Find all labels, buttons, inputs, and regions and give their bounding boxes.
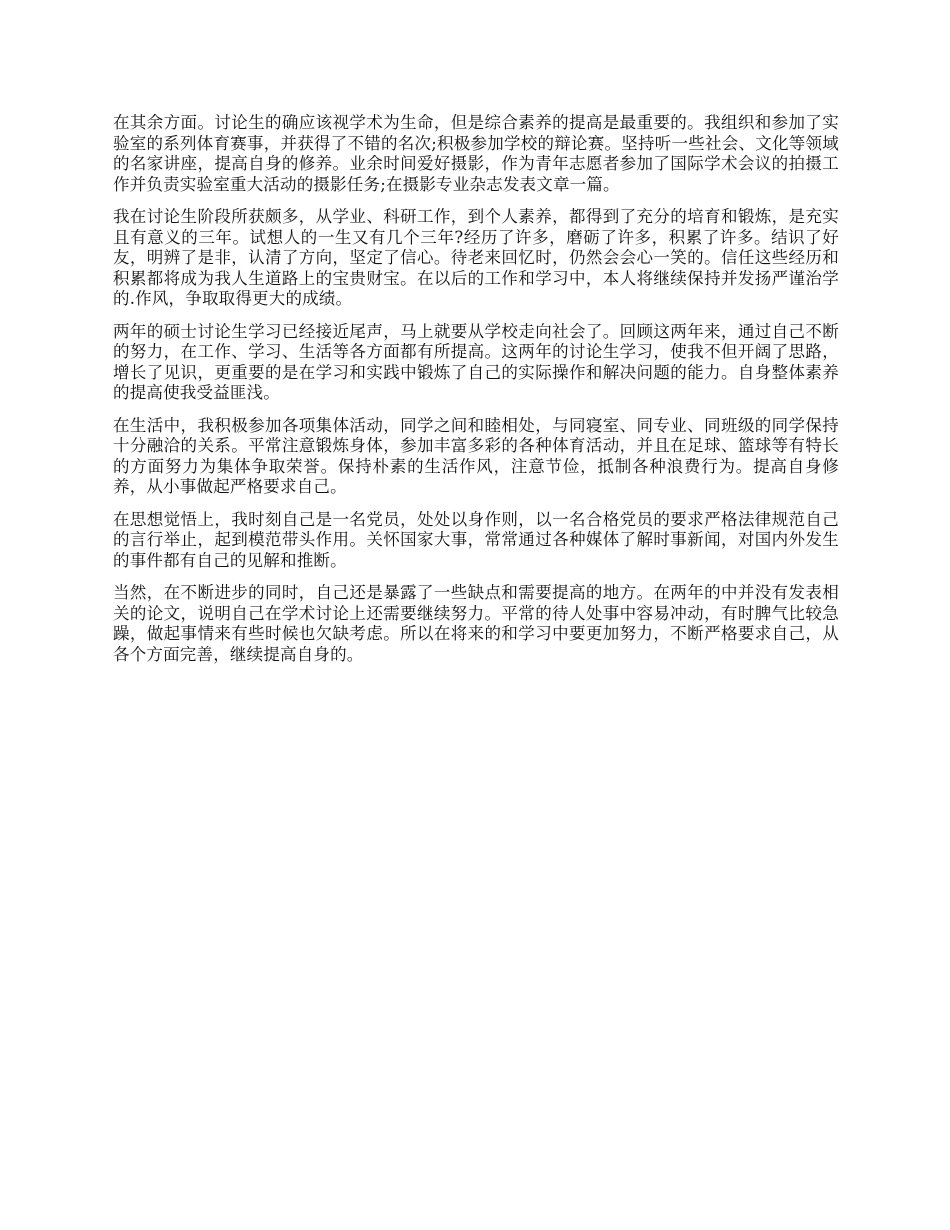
document-body bbox=[113, 113, 839, 677]
paragraph-daily-life: 在生活中，我积极参加各项集体活动，同学之间和睦相处，与同寝室、同专业、同班级的同学保持十分融洽的关系。平常注意锻炼身体，参加丰富多彩的各种体育活动，并且在足球、篮球等有特长的方面努力为集体争取荣誉。保持朴素的生活作风，注意节俭，抵制各种浪费行为。提高自身修养，从小事做起严格要求自己。 bbox=[113, 415, 839, 496]
paragraph-ideology: 在思想觉悟上，我时刻自己是一名党员，处处以身作则，以一名合格党员的要求严格法律规范自己的言行举止，起到模范带头作用。关怀国家大事，常常通过各种媒体了解时事新闻，对国内外发生的事件都有自己的见解和推断。 bbox=[113, 509, 839, 570]
paragraph-shortcomings: 当然，在不断进步的同时，自己还是暴露了一些缺点和需要提高的地方。在两年的中并没有发表相关的论文，说明自己在学术讨论上还需要继续努力。平常的待人处事中容易冲动，有时脾气比较急躁，做起事情来有些时候也欠缺考虑。所以在将来的和学习中要更加努力，不断严格要求自己，从各个方面完善，继续提高自身的。 bbox=[113, 583, 839, 664]
paragraph-two-year-review: 两年的硕士讨论生学习已经接近尾声，马上就要从学校走向社会了。回顾这两年来，通过自己不断的努力，在工作、学习、生活等各方面都有所提高。这两年的讨论生学习，使我不但开阔了思路，增长了见识，更重要的是在学习和实践中锻炼了自己的实际操作和解决问题的能力。自身整体素养的提高使我受益匪浅。 bbox=[113, 321, 839, 402]
paragraph-academic-activities: 在其余方面。讨论生的确应该视学术为生命，但是综合素养的提高是最重要的。我组织和参加了实验室的系列体育赛事，并获得了不错的名次;积极参加学校的辩论赛。坚持听一些社会、文化等领域的名家讲座，提高自身的修养。业余时间爱好摄影，作为青年志愿者参加了国际学术会议的拍摄工作并负责实验室重大活动的摄影任务;在摄影专业杂志发表文章一篇。 bbox=[113, 113, 839, 194]
paragraph-graduate-gains: 我在讨论生阶段所获颇多，从学业、科研工作，到个人素养，都得到了充分的培育和锻炼，是充实且有意义的三年。试想人的一生又有几个三年?经历了许多，磨砺了许多，积累了许多。结识了好友，明辨了是非，认清了方向，坚定了信心。待老来回忆时，仍然会会心一笑的。信任这些经历和积累都将成为我人生道路上的宝贵财宝。在以后的工作和学习中，本人将继续保持并发扬严谨治学的.作风，争取取得更大的成绩。 bbox=[113, 207, 839, 308]
